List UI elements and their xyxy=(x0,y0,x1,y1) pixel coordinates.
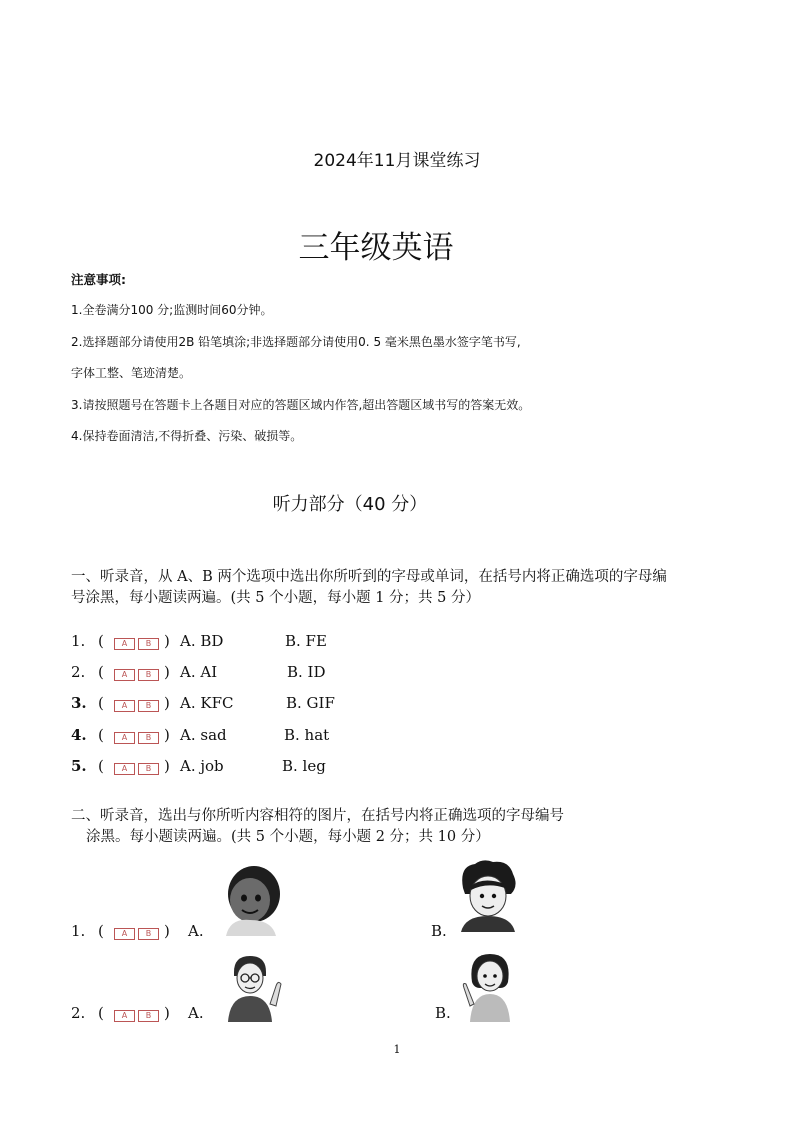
picture-b-label: B. xyxy=(435,1004,451,1022)
boy-dark-skin-illustration xyxy=(216,862,286,936)
option-a: A. job xyxy=(180,757,224,775)
question-number: 5. xyxy=(71,757,87,775)
note-line-1: 1.全卷满分100 分;监测时间60分钟。 xyxy=(71,303,273,317)
answer-bubble-a[interactable]: A xyxy=(114,638,135,650)
question-number: 2. xyxy=(71,663,86,681)
question-number: 4. xyxy=(71,726,87,744)
option-a: A. sad xyxy=(180,726,227,744)
question-number: 1. xyxy=(71,922,86,940)
option-b: B. hat xyxy=(284,726,330,744)
notes-heading: 注意事项: xyxy=(71,272,126,287)
paren-open: ( xyxy=(98,663,104,681)
paren-open: ( xyxy=(98,632,104,650)
part2-instruction-line1: 二、听录音，选出与你所听内容相符的图片，在括号内将正确选项的字母编号 xyxy=(71,808,564,824)
option-a: A. AI xyxy=(180,663,218,681)
question-number: 3. xyxy=(71,694,87,712)
picture-a-label: A. xyxy=(188,922,204,940)
paren-open: ( xyxy=(98,922,104,940)
picture-a-label: A. xyxy=(188,1004,204,1022)
part1-instruction-line2: 号涂黑，每小题读两遍。(共 5 个小题，每小题 1 分；共 5 分） xyxy=(71,590,480,606)
option-b: B. leg xyxy=(282,757,326,775)
question-number: 1. xyxy=(71,632,86,650)
paren-open: ( xyxy=(98,726,104,744)
option-a: A. KFC xyxy=(180,694,234,712)
woman-waving-illustration xyxy=(460,948,520,1022)
answer-bubble-a[interactable]: A xyxy=(114,732,135,744)
paren-close: ) xyxy=(164,663,170,681)
picture-b-label: B. xyxy=(431,922,447,940)
paren-open: ( xyxy=(98,694,104,712)
paren-close: ) xyxy=(164,1004,170,1022)
answer-bubble-a[interactable]: A xyxy=(114,763,135,775)
section-title: 听力部分（40 分） xyxy=(272,494,428,515)
man-with-glasses-illustration xyxy=(224,952,286,1022)
paren-close: ) xyxy=(164,757,170,775)
paren-close: ) xyxy=(164,922,170,940)
answer-bubble-b[interactable]: B xyxy=(138,638,159,650)
paren-close: ) xyxy=(164,726,170,744)
paren-close: ) xyxy=(164,632,170,650)
answer-bubble-a[interactable]: A xyxy=(114,1010,135,1022)
option-b: B. ID xyxy=(287,663,326,681)
page-number: 1 xyxy=(393,1043,401,1056)
answer-bubble-b[interactable]: B xyxy=(138,1010,159,1022)
paren-close: ) xyxy=(164,694,170,712)
part2-instruction-line2: 涂黑。每小题读两遍。(共 5 个小题，每小题 2 分；共 10 分） xyxy=(86,829,490,845)
answer-bubble-b[interactable]: B xyxy=(138,928,159,940)
part1-instruction-line1: 一、听录音，从 A、B 两个选项中选出你所听到的字母或单词，在括号内将正确选项的字母编 xyxy=(71,569,667,585)
paren-open: ( xyxy=(98,757,104,775)
question-number: 2. xyxy=(71,1004,86,1022)
answer-bubble-a[interactable]: A xyxy=(114,928,135,940)
answer-bubble-b[interactable]: B xyxy=(138,669,159,681)
answer-bubble-a[interactable]: A xyxy=(114,700,135,712)
exam-title: 三年级英语 xyxy=(298,230,454,266)
note-line-4: 3.请按照题号在答题卡上各题目对应的答题区域内作答,超出答题区域书写的答案无效。 xyxy=(71,398,531,412)
note-line-3: 字体工整、笔迹清楚。 xyxy=(71,366,192,380)
note-line-2: 2.选择题部分请使用2B 铅笔填涂;非选择题部分请使用0. 5 毫米黑色墨水签字笔书写, xyxy=(71,335,521,349)
note-line-5: 4.保持卷面清洁,不得折叠、污染、破损等。 xyxy=(71,429,303,443)
answer-bubble-b[interactable]: B xyxy=(138,763,159,775)
option-a: A. BD xyxy=(180,632,224,650)
option-b: B. FE xyxy=(285,632,327,650)
boy-messy-hair-illustration xyxy=(453,858,523,932)
paren-open: ( xyxy=(98,1004,104,1022)
answer-bubble-b[interactable]: B xyxy=(138,700,159,712)
answer-bubble-b[interactable]: B xyxy=(138,732,159,744)
option-b: B. GIF xyxy=(286,694,335,712)
answer-bubble-a[interactable]: A xyxy=(114,669,135,681)
exam-header: 2024年11月课堂练习 xyxy=(313,151,481,171)
